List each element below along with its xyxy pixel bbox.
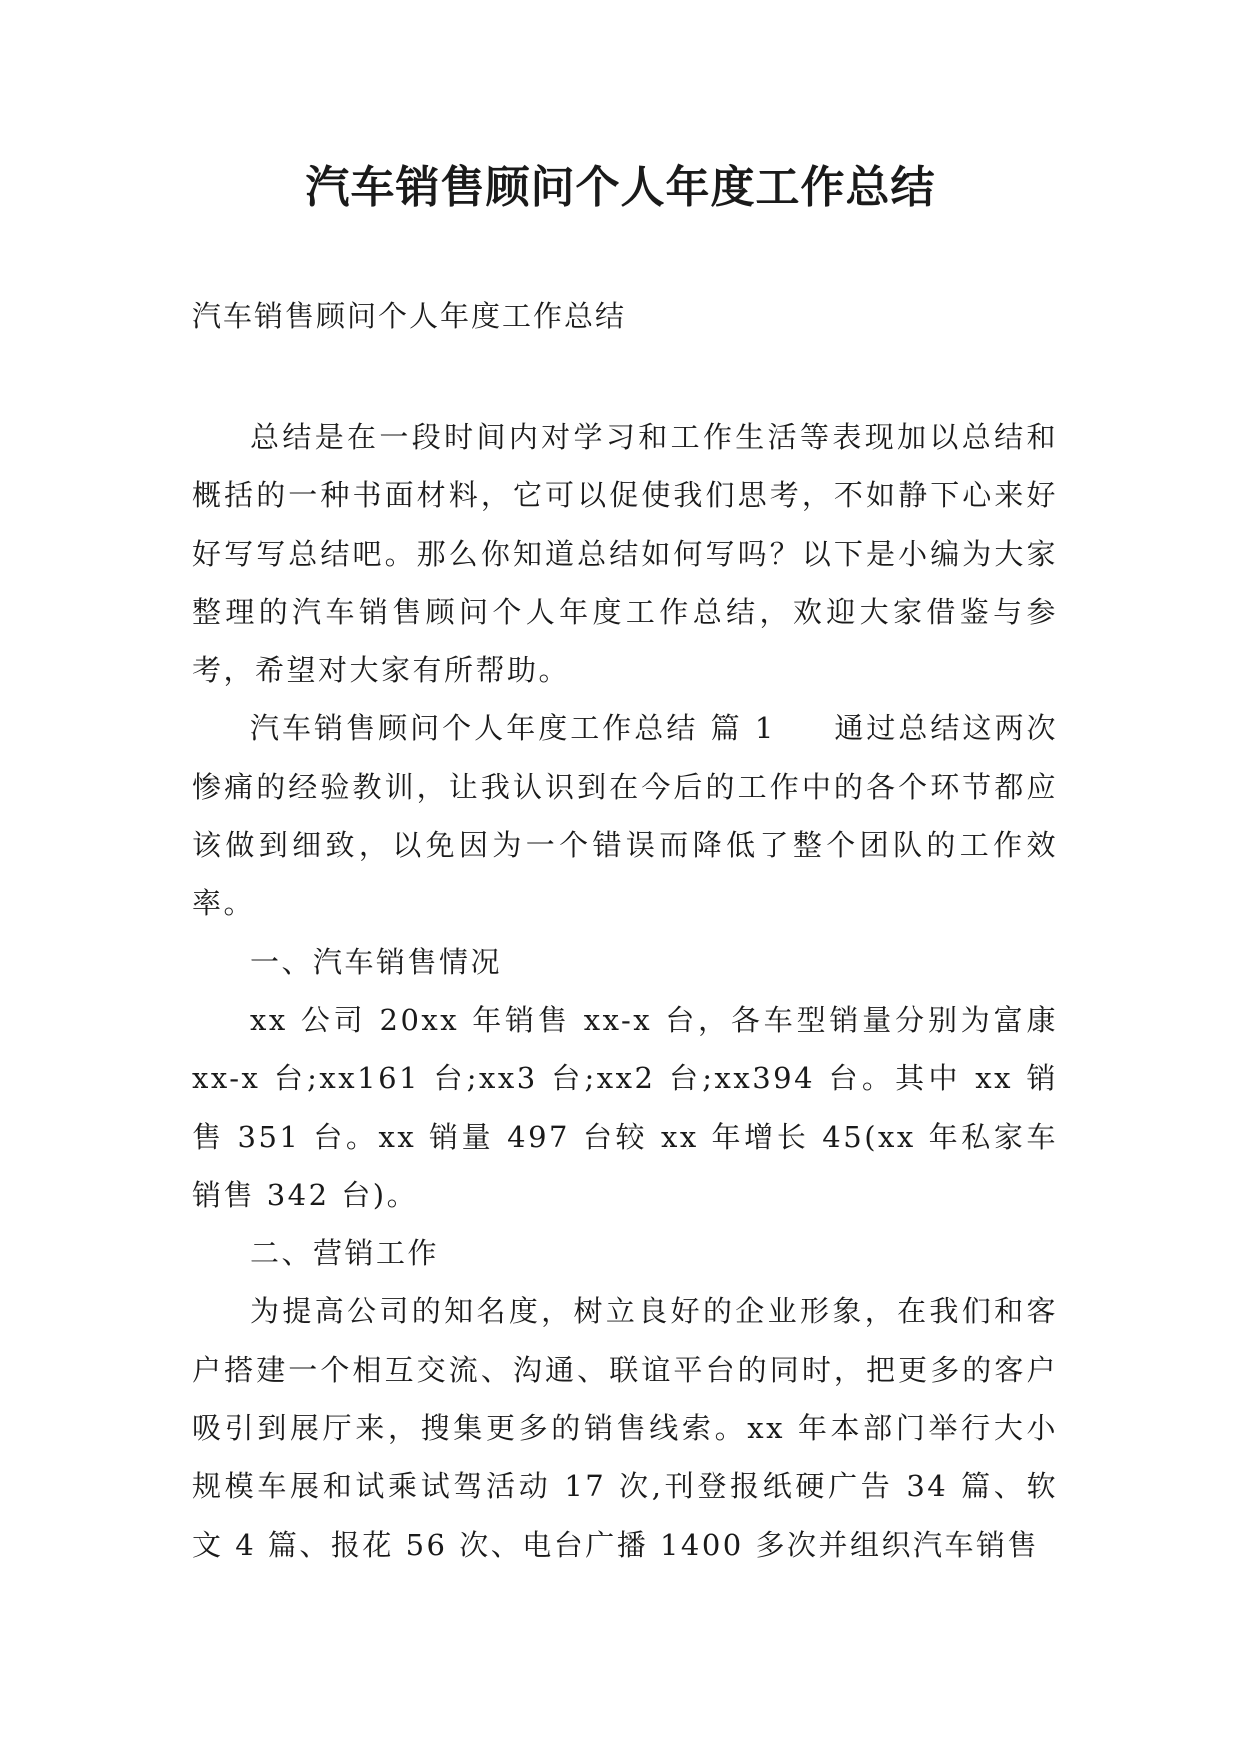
document-title: 汽车销售顾问个人年度工作总结 xyxy=(305,162,936,213)
document-body xyxy=(192,408,1058,1574)
section-heading-sales: 一、汽车销售情况 xyxy=(250,944,503,979)
article-lead: 通过总结这两次惨痛的经验教训，让我认识到在今后的工作中的各个环节都应该做到细致，以免因为一个错误而降低了整个团队的工作效率。 xyxy=(192,711,1058,921)
section-text-marketing: 为提高公司的知名度，树立良好的企业形象，在我们和客户搭建一个相互交流、沟通、联谊平台的同时，把更多的客户吸引到展厅来，搜集更多的销售线索。xx 年本部门举行大小规模车展和试乘试驾活动 17 次,刊登报纸硬广告 34 篇、软文 4 篇、报花 56 次、电台广播 1400 多次并组织汽车销售 xyxy=(192,1294,1058,1562)
article-heading: 汽车销售顾问个人年度工作总结 篇 1 xyxy=(250,711,776,746)
article-paragraph xyxy=(192,699,1058,932)
intro-paragraph: 总结是在一段时间内对学习和工作生活等表现加以总结和概括的一种书面材料，它可以促使我们思考，不如静下心来好好写写总结吧。那么你知道总结如何写吗？以下是小编为大家整理的汽车销售顾问个人年度工作总结，欢迎大家借鉴与参考，希望对大家有所帮助。 xyxy=(192,420,1058,688)
document-subtitle: 汽车销售顾问个人年度工作总结 xyxy=(192,299,627,333)
section-text-sales: xx 公司 20xx 年销售 xx-x 台，各车型销量分别为富康 xx-x 台;xx161 台;xx3 台;xx2 台;xx394 台。其中 xx 销售 351 台。xx 销量 497 台较 xx 年增长 45(xx 年私家车销售 342 台)。 xyxy=(192,1002,1058,1212)
section-heading-marketing: 二、营销工作 xyxy=(250,1236,440,1271)
